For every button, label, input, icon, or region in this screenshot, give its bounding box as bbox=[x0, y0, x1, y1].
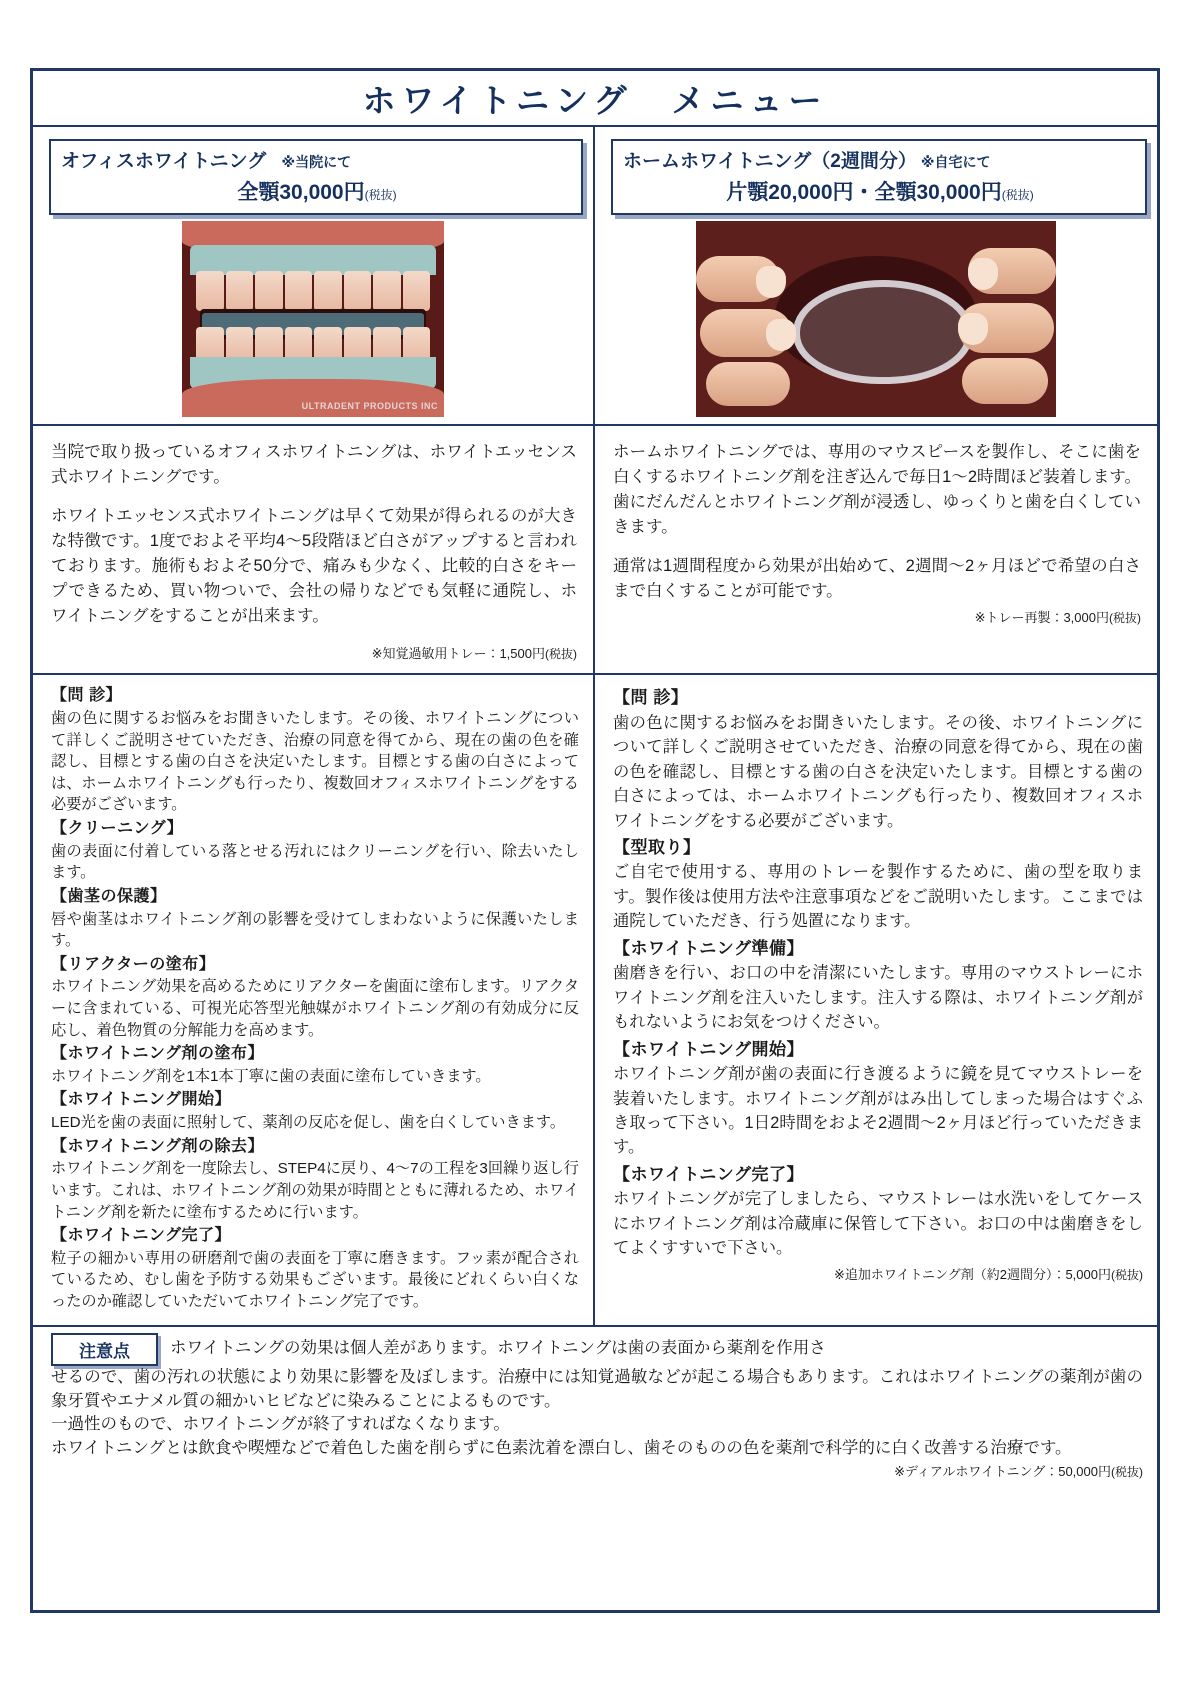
description-home-note bbox=[613, 608, 1141, 628]
photo-cell-home bbox=[595, 219, 1157, 424]
document-title-band bbox=[33, 71, 1157, 127]
steps-cell-home bbox=[595, 673, 1157, 1324]
description-home-p1: ホームホワイトニングでは、専用のマウスピースを製作し、そこに歯を白くするホワイトニング剤を注ぎ込んで毎日1～2時間ほど装着します。歯にだんだんとホワイトニング剤が浸透し、ゆっくりと歯を白くしていきます。 bbox=[613, 443, 1141, 537]
caution-label: 注意点 bbox=[51, 1333, 158, 1366]
step-title: 【クリーニング】 bbox=[51, 819, 184, 837]
step-title: 【問 診】 bbox=[613, 688, 689, 708]
plan-price-row-office bbox=[61, 176, 573, 206]
step-body: ホワイトニング剤が歯の表面に行き渡るように鏡を見てマウストレーを装着いたします。ホワイトニング剤がはみ出してしまった場合はすぐふき取って下さい。1日2時間をおよそ2週間～2ヶ月ほど行っていただきます。 bbox=[613, 1065, 1143, 1157]
plan-header-home bbox=[595, 127, 1157, 219]
caution-p1: せるので、歯の汚れの状態により効果に影響を及ぼします。治療中には知覚過敏などが起こる場合もあります。これはホワイトニングの薬剤が歯の象牙質やエナメル質の細かいヒビなどに染みることによるものです。 bbox=[51, 1367, 1143, 1410]
plan-box-home bbox=[611, 139, 1147, 215]
caution-body bbox=[33, 1366, 1157, 1489]
fingernail bbox=[958, 313, 988, 345]
step-title: 【問 診】 bbox=[51, 687, 122, 705]
step-body: ホワイトニング効果を高めるためにリアクターを歯面に塗布します。リアクターに含まれている、可視光応答型光触媒がホワイトニング剤の有効成分に反応し、着色物質の分解能力を高めます。 bbox=[51, 978, 579, 1039]
home-note-tax: (税抜) bbox=[1109, 611, 1141, 626]
step-body: ホワイトニング剤を一度除去し、STEP4に戻り、4～7の工程を3回繰り返し行います。これは、ホワイトニング剤の効果が時間とともに薄れるため、ホワイトニング剤を新たに塗布するために行います。 bbox=[51, 1160, 579, 1221]
lower-lip-shape bbox=[182, 379, 444, 417]
tooth bbox=[226, 271, 254, 311]
plan-price-home: 片顎20,000円・全顎30,000円 bbox=[726, 181, 1002, 204]
caution-head-row bbox=[33, 1327, 1157, 1366]
office-note-tax: (税抜) bbox=[545, 646, 577, 661]
plan-location-office: ※当院にて bbox=[281, 154, 352, 170]
steps-row bbox=[33, 673, 1157, 1324]
caution-p2: 一過性のもので、ホワイトニングが終了すればなくなります。 bbox=[51, 1415, 510, 1434]
step-body: 唇や歯茎はホワイトニング剤の影響を受けてしまわないように保護いたします。 bbox=[51, 910, 579, 950]
caution-section bbox=[33, 1325, 1157, 1489]
photo-wrap-home bbox=[595, 219, 1157, 424]
plan-name-row-home bbox=[623, 146, 1137, 173]
finger bbox=[706, 362, 790, 406]
page-title: ホワイトニング メニュー bbox=[362, 81, 828, 119]
tooth bbox=[344, 271, 372, 311]
description-home bbox=[595, 424, 1157, 672]
photo-wrap-office bbox=[33, 219, 593, 424]
home-steps-note-text: ※追加ホワイトニング剤（約2週間分）：5,000円 bbox=[834, 1266, 1111, 1282]
plan-tax-home: (税抜) bbox=[1001, 188, 1034, 202]
tooth bbox=[196, 271, 224, 311]
step-title: 【ホワイトニング準備】 bbox=[613, 938, 804, 958]
step-title: 【歯茎の保護】 bbox=[51, 887, 167, 905]
steps-office bbox=[33, 673, 593, 1324]
tooth bbox=[403, 271, 431, 311]
caution-note-tax: (税抜) bbox=[1111, 1465, 1143, 1480]
step-title: 【ホワイトニング剤の塗布】 bbox=[51, 1045, 265, 1063]
plan-price-row-home bbox=[623, 176, 1137, 206]
step-body: 歯磨きを行い、お口の中を清潔にいたします。専用のマウストレーにホワイトニング剤を注入いたします。注入する際は、ホワイトニング剤がもれないようにお気をつけください。 bbox=[613, 964, 1143, 1032]
office-note-text: ※知覚過敏用トレー：1,500円 bbox=[371, 645, 545, 661]
plan-header-row bbox=[33, 127, 1157, 219]
step-title: 【ホワイトニング開始】 bbox=[51, 1091, 232, 1109]
step-body: 歯の表面に付着している落とせる汚れにはクリーニングを行い、除去いたします。 bbox=[51, 842, 579, 882]
description-cell-office bbox=[33, 424, 595, 673]
plan-header-office bbox=[33, 127, 593, 219]
photo-watermark: ULTRADENT PRODUCTS INC bbox=[301, 401, 438, 411]
step-title: 【ホワイトニング完了】 bbox=[613, 1164, 804, 1184]
fingernail bbox=[968, 258, 998, 290]
step-body: 歯の色に関するお悩みをお聞きいたします。その後、ホワイトニングについて詳しくご説明させていただき、治療の同意を得てから、現在の歯の色を確認し、目標とする歯の白さを決定いたします。目標とする歯の白さによっては、ホームホワイトニングも行ったり、複数回オフィスホワイトニングをする必要がございます。 bbox=[51, 710, 579, 814]
plan-header-office-cell bbox=[33, 127, 595, 219]
description-home-p2: 通常は1週間程度から効果が出始めて、2週間～2ヶ月ほどで希望の白さまで白くすることが可能です。 bbox=[613, 557, 1141, 601]
steps-cell-office bbox=[33, 673, 595, 1324]
description-row bbox=[33, 424, 1157, 673]
plan-name-row bbox=[61, 146, 573, 173]
step-body: LED光を歯の表面に照射して、薬剤の反応を促し、歯を白くしていきます。 bbox=[51, 1114, 566, 1132]
caution-p3: ホワイトニングとは飲食や喫煙などで着色した歯を削らずに色素沈着を漂白し、歯そのものの色を薬剤で科学的に白く改善する治療です。 bbox=[51, 1439, 1072, 1458]
step-title: 【ホワイトニング剤の除去】 bbox=[51, 1137, 265, 1155]
caution-first-line: ホワイトニングの効果は個人差があります。ホワイトニングは歯の表面から薬剤を作用さ bbox=[170, 1338, 826, 1357]
tooth bbox=[373, 271, 401, 311]
step-title: 【ホワイトニング完了】 bbox=[51, 1227, 232, 1245]
plan-name-home: ホームホワイトニング（2週間分） bbox=[623, 151, 917, 172]
finger bbox=[962, 358, 1048, 404]
photo-row bbox=[33, 219, 1157, 424]
description-cell-home bbox=[595, 424, 1157, 673]
plan-header-home-cell bbox=[595, 127, 1157, 219]
step-body: ホワイトニングが完了しましたら、マウストレーは水洗いをしてケースにホワイトニング剤は冷蔵庫に保管して下さい。お口の中は歯磨きをしてよくすすいで下さい。 bbox=[613, 1190, 1143, 1258]
photo-cell-office bbox=[33, 219, 595, 424]
caution-note-text: ※ディアルホワイトニング：50,000円 bbox=[894, 1464, 1111, 1480]
description-office bbox=[33, 424, 593, 673]
office-whitening-photo bbox=[182, 221, 444, 417]
document-frame bbox=[30, 68, 1160, 1613]
fingernail bbox=[756, 266, 786, 298]
step-title: 【型取り】 bbox=[613, 837, 701, 857]
plan-tax-office: (税抜) bbox=[364, 188, 397, 202]
tooth bbox=[314, 271, 342, 311]
description-office-note bbox=[51, 644, 577, 664]
mouth-tray-shape bbox=[793, 280, 973, 384]
steps-home bbox=[595, 673, 1157, 1294]
caution-note bbox=[51, 1463, 1143, 1482]
step-title: 【ホワイトニング開始】 bbox=[613, 1039, 804, 1059]
plan-box-office bbox=[49, 139, 583, 215]
step-title: 【リアクターの塗布】 bbox=[51, 955, 216, 973]
tooth bbox=[285, 271, 313, 311]
home-note-text: ※トレー再製：3,000円 bbox=[974, 610, 1109, 626]
home-steps-note-tax: (税抜) bbox=[1111, 1267, 1143, 1282]
description-office-p1: 当院で取り扱っているオフィスホワイトニングは、ホワイトエッセンス式ホワイトニングです。 bbox=[51, 443, 577, 487]
description-office-p2: ホワイトエッセンス式ホワイトニングは早くて効果が得られるのが大きな特徴です。1度でおよそ平均4～5段階ほど白さがアップすると言われております。施術もおよそ50分で、痛みも少なく、比較的白さをキープできるため、買い物ついで、会社の帰りなどでも気軽に通院し、ホワイトニングをすることが出来ます。 bbox=[51, 507, 577, 626]
plan-name-office: オフィスホワイトニング bbox=[61, 151, 267, 172]
plan-location-home: ※自宅にて bbox=[920, 154, 991, 170]
step-body: 歯の色に関するお悩みをお聞きいたします。その後、ホワイトニングについて詳しくご説明させていただき、治療の同意を得てから、現在の歯の色を確認し、目標とする歯の白さを決定いたします。目標とする歯の白さによっては、ホームホワイトニングも行ったり、複数回オフィスホワイトニングをする必要がございます。 bbox=[613, 713, 1143, 830]
step-body: ホワイトニング剤を1本1本丁寧に歯の表面に塗布していきます。 bbox=[51, 1067, 491, 1085]
step-body: 粒子の細かい専用の研磨剤で歯の表面を丁寧に磨きます。フッ素が配合されているため、むし歯を予防する効果もございます。最後にどれくらい白くなったのか確認していただいてホワイトニング完了です。 bbox=[51, 1249, 579, 1311]
plan-price-office: 全顎30,000円 bbox=[237, 181, 365, 204]
home-whitening-tray-photo bbox=[696, 221, 1056, 417]
upper-teeth-row bbox=[196, 271, 430, 311]
step-body: ご自宅で使用する、専用のトレーを製作するために、歯の型を取ります。製作後は使用方法や注意事項などをご説明いたします。ここまでは通院していただき、行う処置になります。 bbox=[613, 863, 1143, 931]
fingernail bbox=[766, 319, 796, 351]
tooth bbox=[255, 271, 283, 311]
steps-home-note bbox=[613, 1265, 1143, 1285]
